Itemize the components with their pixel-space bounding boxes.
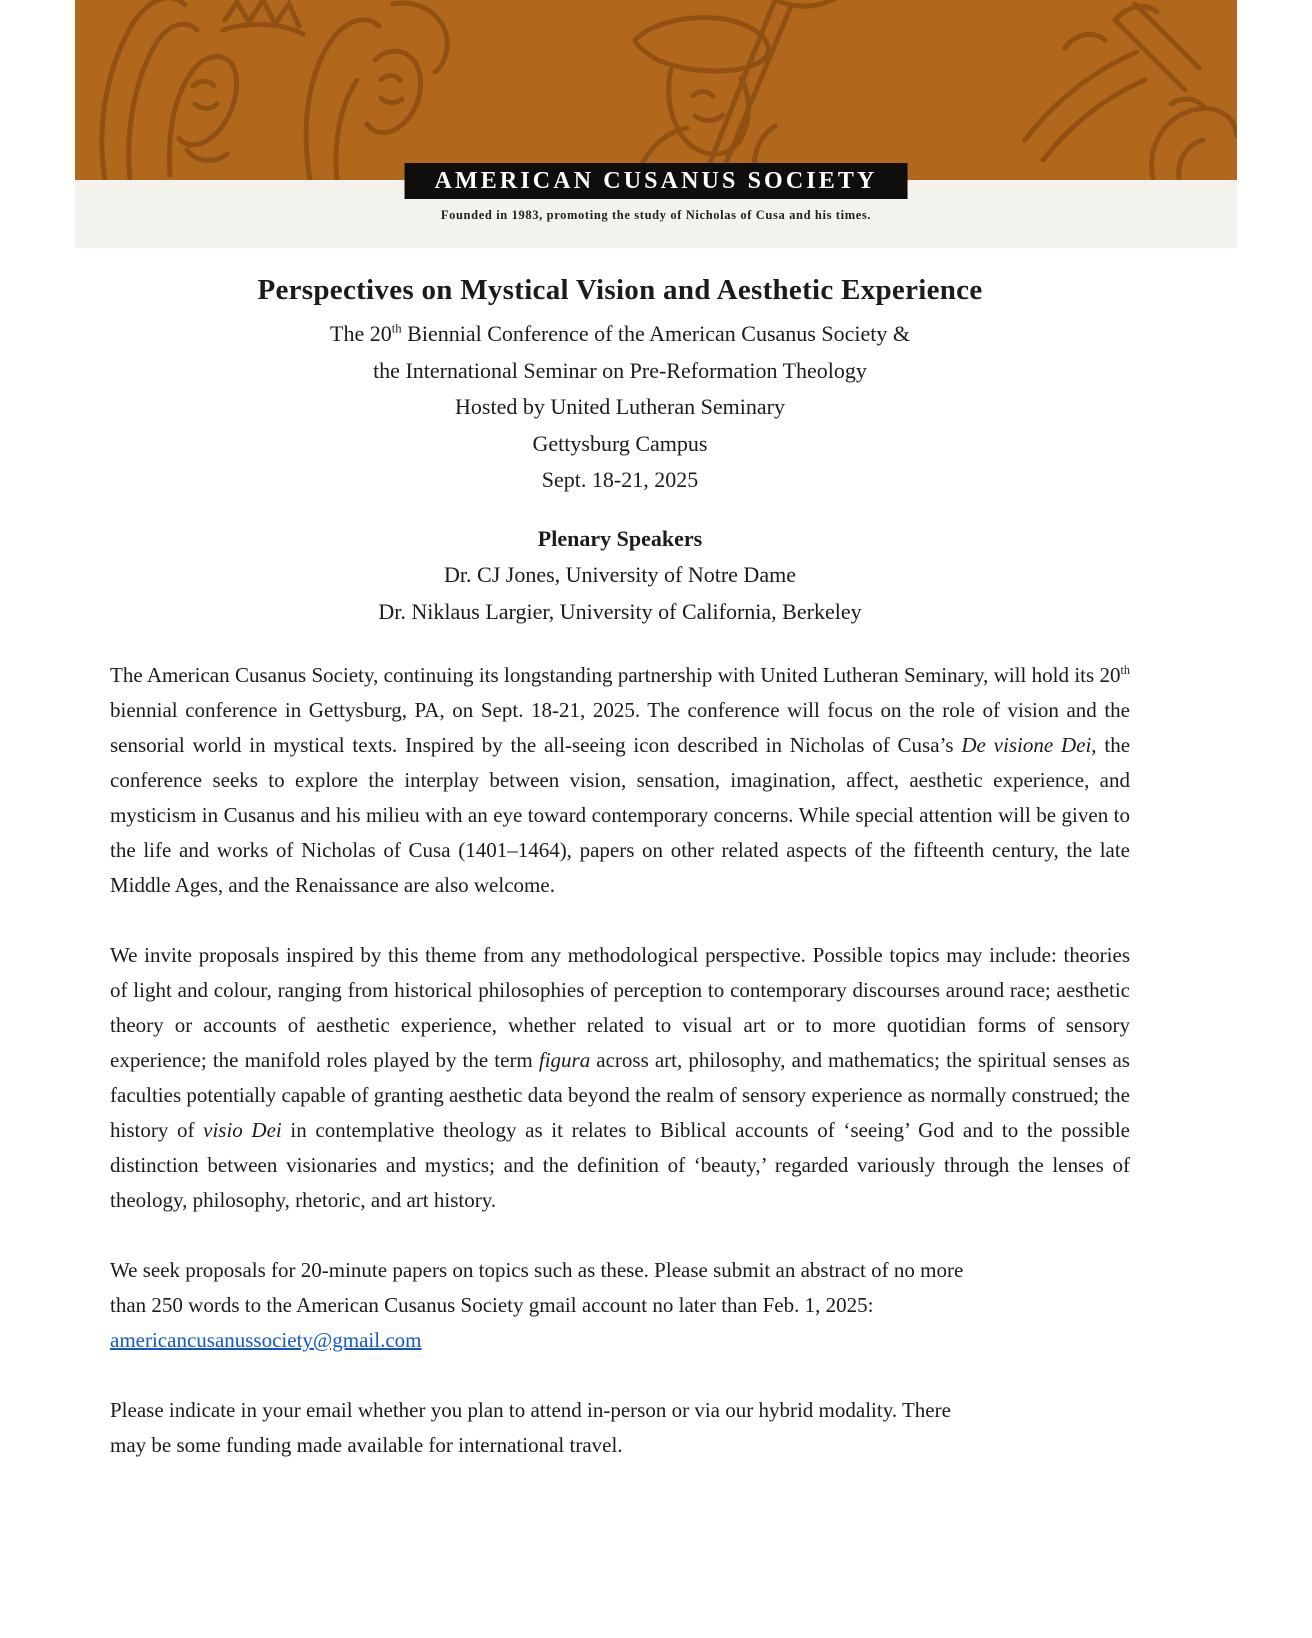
body-text (110, 658, 1130, 1463)
subtitle-campus: Gettysburg Campus (532, 430, 708, 456)
email-link[interactable]: americancusanussociety@gmail.com (110, 1328, 422, 1352)
subtitle-seminar: the International Seminar on Pre-Reformation Theology (373, 357, 867, 383)
subtitle-dates: Sept. 18-21, 2025 (541, 467, 699, 492)
speaker-name: Dr. Niklaus Largier, University of California, Berkeley (378, 598, 862, 624)
speaker-name: Dr. CJ Jones, University of Notre Dame (444, 562, 796, 587)
woodcut-illustration (75, 0, 1237, 180)
paragraph-overview: The American Cusanus Society, continuing its longstanding partnership with United Lutheran Seminary, will hold its 20th biennial conference in Gettysburg, PA, on Sept. 18-21, 2025. The conference will focus on the role of vision and the sensorial world in mystical texts. Inspired by the all-seeing icon described in Nicholas of Cusa’s De visione Dei, the conference seeks to explore the interplay between vision, sensation, imagination, affect, aesthetic experience, and mysticism in Cusanus and his milieu with an eye toward contemporary concerns. While special attention will be given to the life and works of Nicholas of Cusa (1401–1464), papers on other related aspects of the fifteenth century, the late Middle Ages, and the Renaissance are also welcome. (110, 663, 1131, 897)
paragraph-submission: We seek proposals for 20-minute papers on topics such as these. Please submit an abstract of no more than 250 words to the American Cusanus Society gmail account no later than Feb. 1, 2025: (110, 1258, 964, 1317)
email-row (110, 1323, 1130, 1358)
woodcut-svg (75, 0, 1237, 180)
tagline: Founded in 1983, promoting the study of Nicholas of Cusa and his times. (440, 208, 872, 222)
header-banner (75, 0, 1237, 248)
paragraph-topics: We invite proposals inspired by this theme from any methodological perspective. Possible topics may include: theories of light and colour, ranging from historical philosophies of perception to contemporary discourses around race; aesthetic theory or accounts of aesthetic experience, whether related to visual art or to more quotidian forms of sensory experience; the manifold roles played by the term figura across art, philosophy, and mathematics; the spiritual senses as faculties potentially capable of granting aesthetic data beyond the realm of sensory experience as normally construed; the history of visio Dei in contemplative theology as it relates to Biblical accounts of ‘seeing’ God and to the possible distinction between visionaries and mystics; and the definition of ‘beauty,’ regarded variously through the lenses of theology, philosophy, rhetoric, and art history. (110, 943, 1131, 1212)
page-title: Perspectives on Mystical Vision and Aesthetic Experience (257, 274, 983, 306)
subtitle-conference: The 20th Biennial Conference of the American Cusanus Society & (330, 321, 910, 346)
plenary-heading: Plenary Speakers (537, 525, 703, 551)
plenary-section (110, 521, 1130, 631)
society-name-banner (405, 163, 908, 199)
document-content (0, 248, 1312, 1463)
paragraph-attendance: Please indicate in your email whether you plan to attend in-person or via our hybrid modality. There may be some funding made available for international travel. (110, 1398, 951, 1457)
subtitle-host: Hosted by United Lutheran Seminary (455, 394, 785, 419)
subtitle-block (110, 316, 1130, 499)
society-name: AMERICAN CUSANUS SOCIETY (434, 168, 878, 194)
